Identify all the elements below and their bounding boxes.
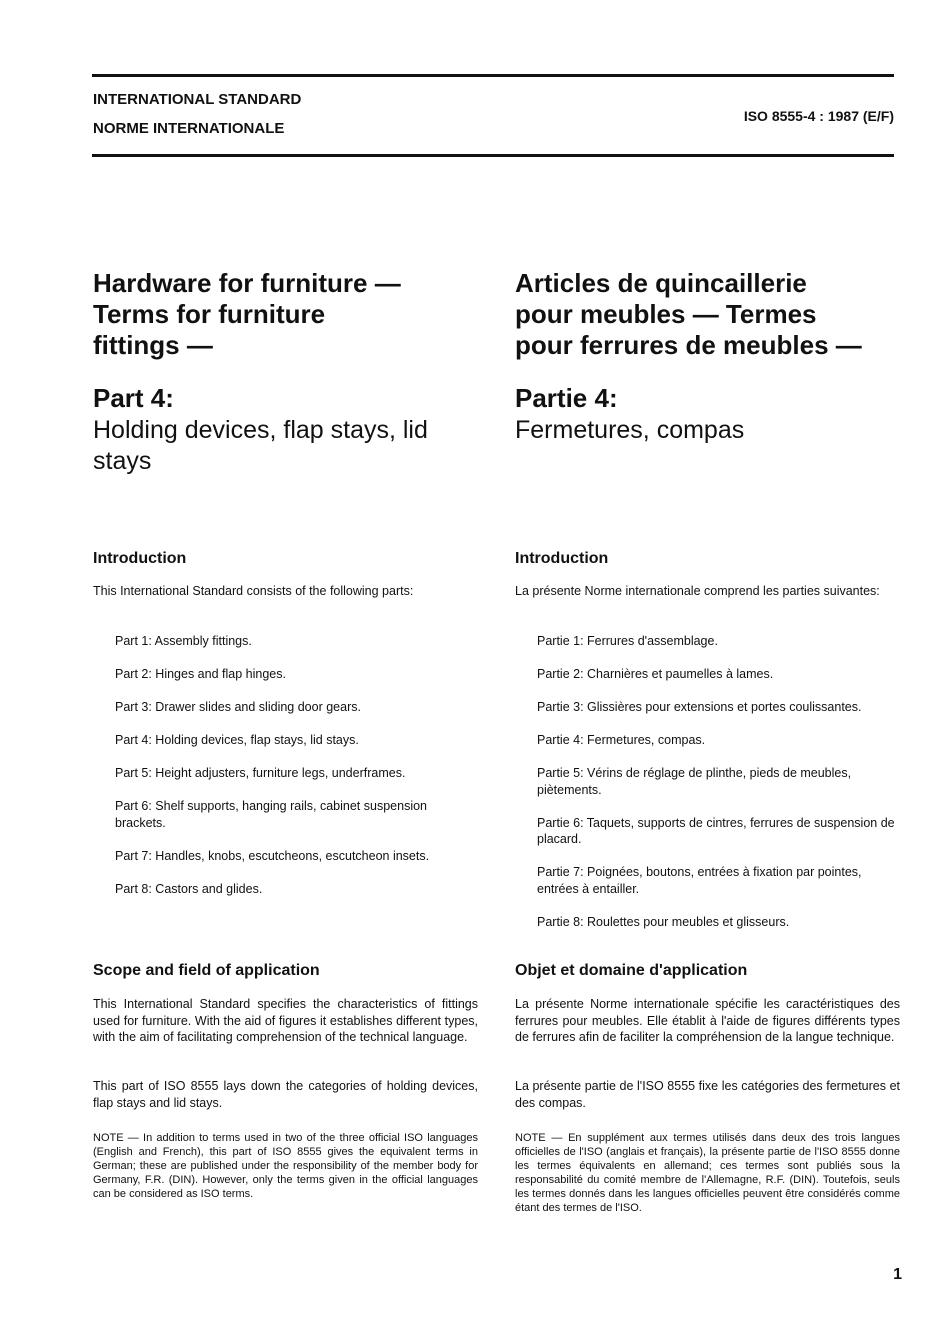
standard-type-fr: NORME INTERNATIONALE (93, 120, 285, 137)
french-title-line: Articles de quincaillerie (515, 268, 807, 298)
french-part-subtitle (515, 415, 900, 446)
list-item: Partie 7: Poignées, boutons, entrées à fixation par pointes, entrées à entailler. (537, 865, 862, 896)
french-title-line: pour meubles — Termes (515, 299, 817, 329)
iso-reference: ISO 8555-4 : 1987 (E/F) (743, 108, 894, 124)
english-scope-heading: Scope and field of application (93, 962, 320, 979)
standard-type-en: INTERNATIONAL STANDARD (93, 91, 302, 108)
list-item: Part 1: Assembly fittings. (115, 634, 252, 648)
english-intro-text: This International Standard consists of the following parts: (93, 584, 414, 598)
french-part-subtitle-line: Fermetures, compas (515, 416, 745, 444)
list-item: Part 2: Hinges and flap hinges. (115, 667, 286, 681)
english-scope-paragraph-2: This part of ISO 8555 lays down the categories of holding devices, flap stays and lid stays. (93, 1079, 478, 1110)
english-note: NOTE — In addition to terms used in two of the three official ISO languages (English and French), this part of ISO 8555 gives the equivalent terms in German; these are published under the responsibility of the member body for Germany, F.R. (DIN). However, only the terms given in the official languages can be considered as ISO terms. (93, 1132, 478, 1200)
english-intro-heading: Introduction (93, 550, 187, 567)
list-item: Part 6: Shelf supports, hanging rails, cabinet suspension brackets. (115, 799, 427, 830)
french-intro-text: La présente Norme internationale comprend les parties suivantes: (515, 584, 880, 598)
english-part-subtitle (93, 415, 478, 477)
list-item: Partie 8: Roulettes pour meubles et glisseurs. (537, 914, 790, 929)
list-item: Part 5: Height adjusters, furniture legs, underframes. (115, 766, 406, 780)
french-title (515, 268, 900, 361)
english-title-line: Hardware for furniture — (93, 268, 401, 298)
page-number: 1 (893, 1266, 902, 1283)
english-title-line: fittings — (93, 330, 213, 360)
list-item: Part 4: Holding devices, flap stays, lid stays. (115, 733, 359, 747)
french-part-label: Partie 4: (515, 383, 618, 413)
list-item: Partie 6: Taquets, supports de cintres, ferrures de suspension de placard. (537, 815, 895, 846)
english-part-label: Part 4: (93, 383, 174, 413)
english-parts-list (115, 633, 477, 897)
english-title (93, 268, 478, 361)
list-item: Part 8: Castors and glides. (115, 881, 263, 896)
list-item: Partie 1: Ferrures d'assemblage. (537, 634, 718, 648)
french-note: NOTE — En supplément aux termes utilisés dans deux des trois langues officielles de l'ISO (anglais et français), la présente partie de l'ISO 8555 donne les termes équivalents en allemand; ces termes sont publiés sous la responsabilité du comité membre de l'Allemagne, R.F. (DIN). Toutefois, seuls les termes donnés dans les langues officielles peuvent être considérés comme étant des termes de l'ISO. (515, 1132, 900, 1214)
english-part-subtitle-line: Holding devices, flap stays, lid (93, 416, 428, 444)
english-scope-paragraph-1: This International Standard specifies the characteristics of fittings used for furniture. With the aid of figures it establishes different types, with the aim of facilitating comprehension of the technical language. (93, 997, 478, 1044)
english-title-line: Terms for furniture (93, 299, 326, 329)
list-item: Partie 5: Vérins de réglage de plinthe, pieds de meubles, piètements. (537, 766, 852, 797)
french-scope-paragraph-1: La présente Norme internationale spécifie les caractéristiques des ferrures pour meubles. Elle établit à l'aide de figures différents types de ferrures afin de faciliter la compréhension de la langue technique. (515, 997, 900, 1044)
list-item: Partie 3: Glissières pour extensions et portes coulissantes. (537, 700, 862, 714)
header-bottom-rule (92, 154, 894, 157)
french-scope-heading: Objet et domaine d'application (515, 962, 748, 979)
french-intro-heading: Introduction (515, 550, 609, 567)
list-item: Part 7: Handles, knobs, escutcheons, escutcheon insets. (115, 848, 430, 863)
standard-type-block (93, 92, 301, 150)
french-scope-paragraph-2: La présente partie de l'ISO 8555 fixe les catégories des fermetures et des compas. (515, 1079, 900, 1110)
french-parts-list (537, 633, 899, 930)
list-item: Partie 4: Fermetures, compas. (537, 733, 706, 747)
list-item: Part 3: Drawer slides and sliding door gears. (115, 700, 361, 714)
list-item: Partie 2: Charnières et paumelles à lames. (537, 667, 774, 681)
header-top-rule (92, 74, 894, 77)
english-part-subtitle-line: stays (93, 447, 152, 475)
french-title-line: pour ferrures de meubles — (515, 330, 862, 360)
